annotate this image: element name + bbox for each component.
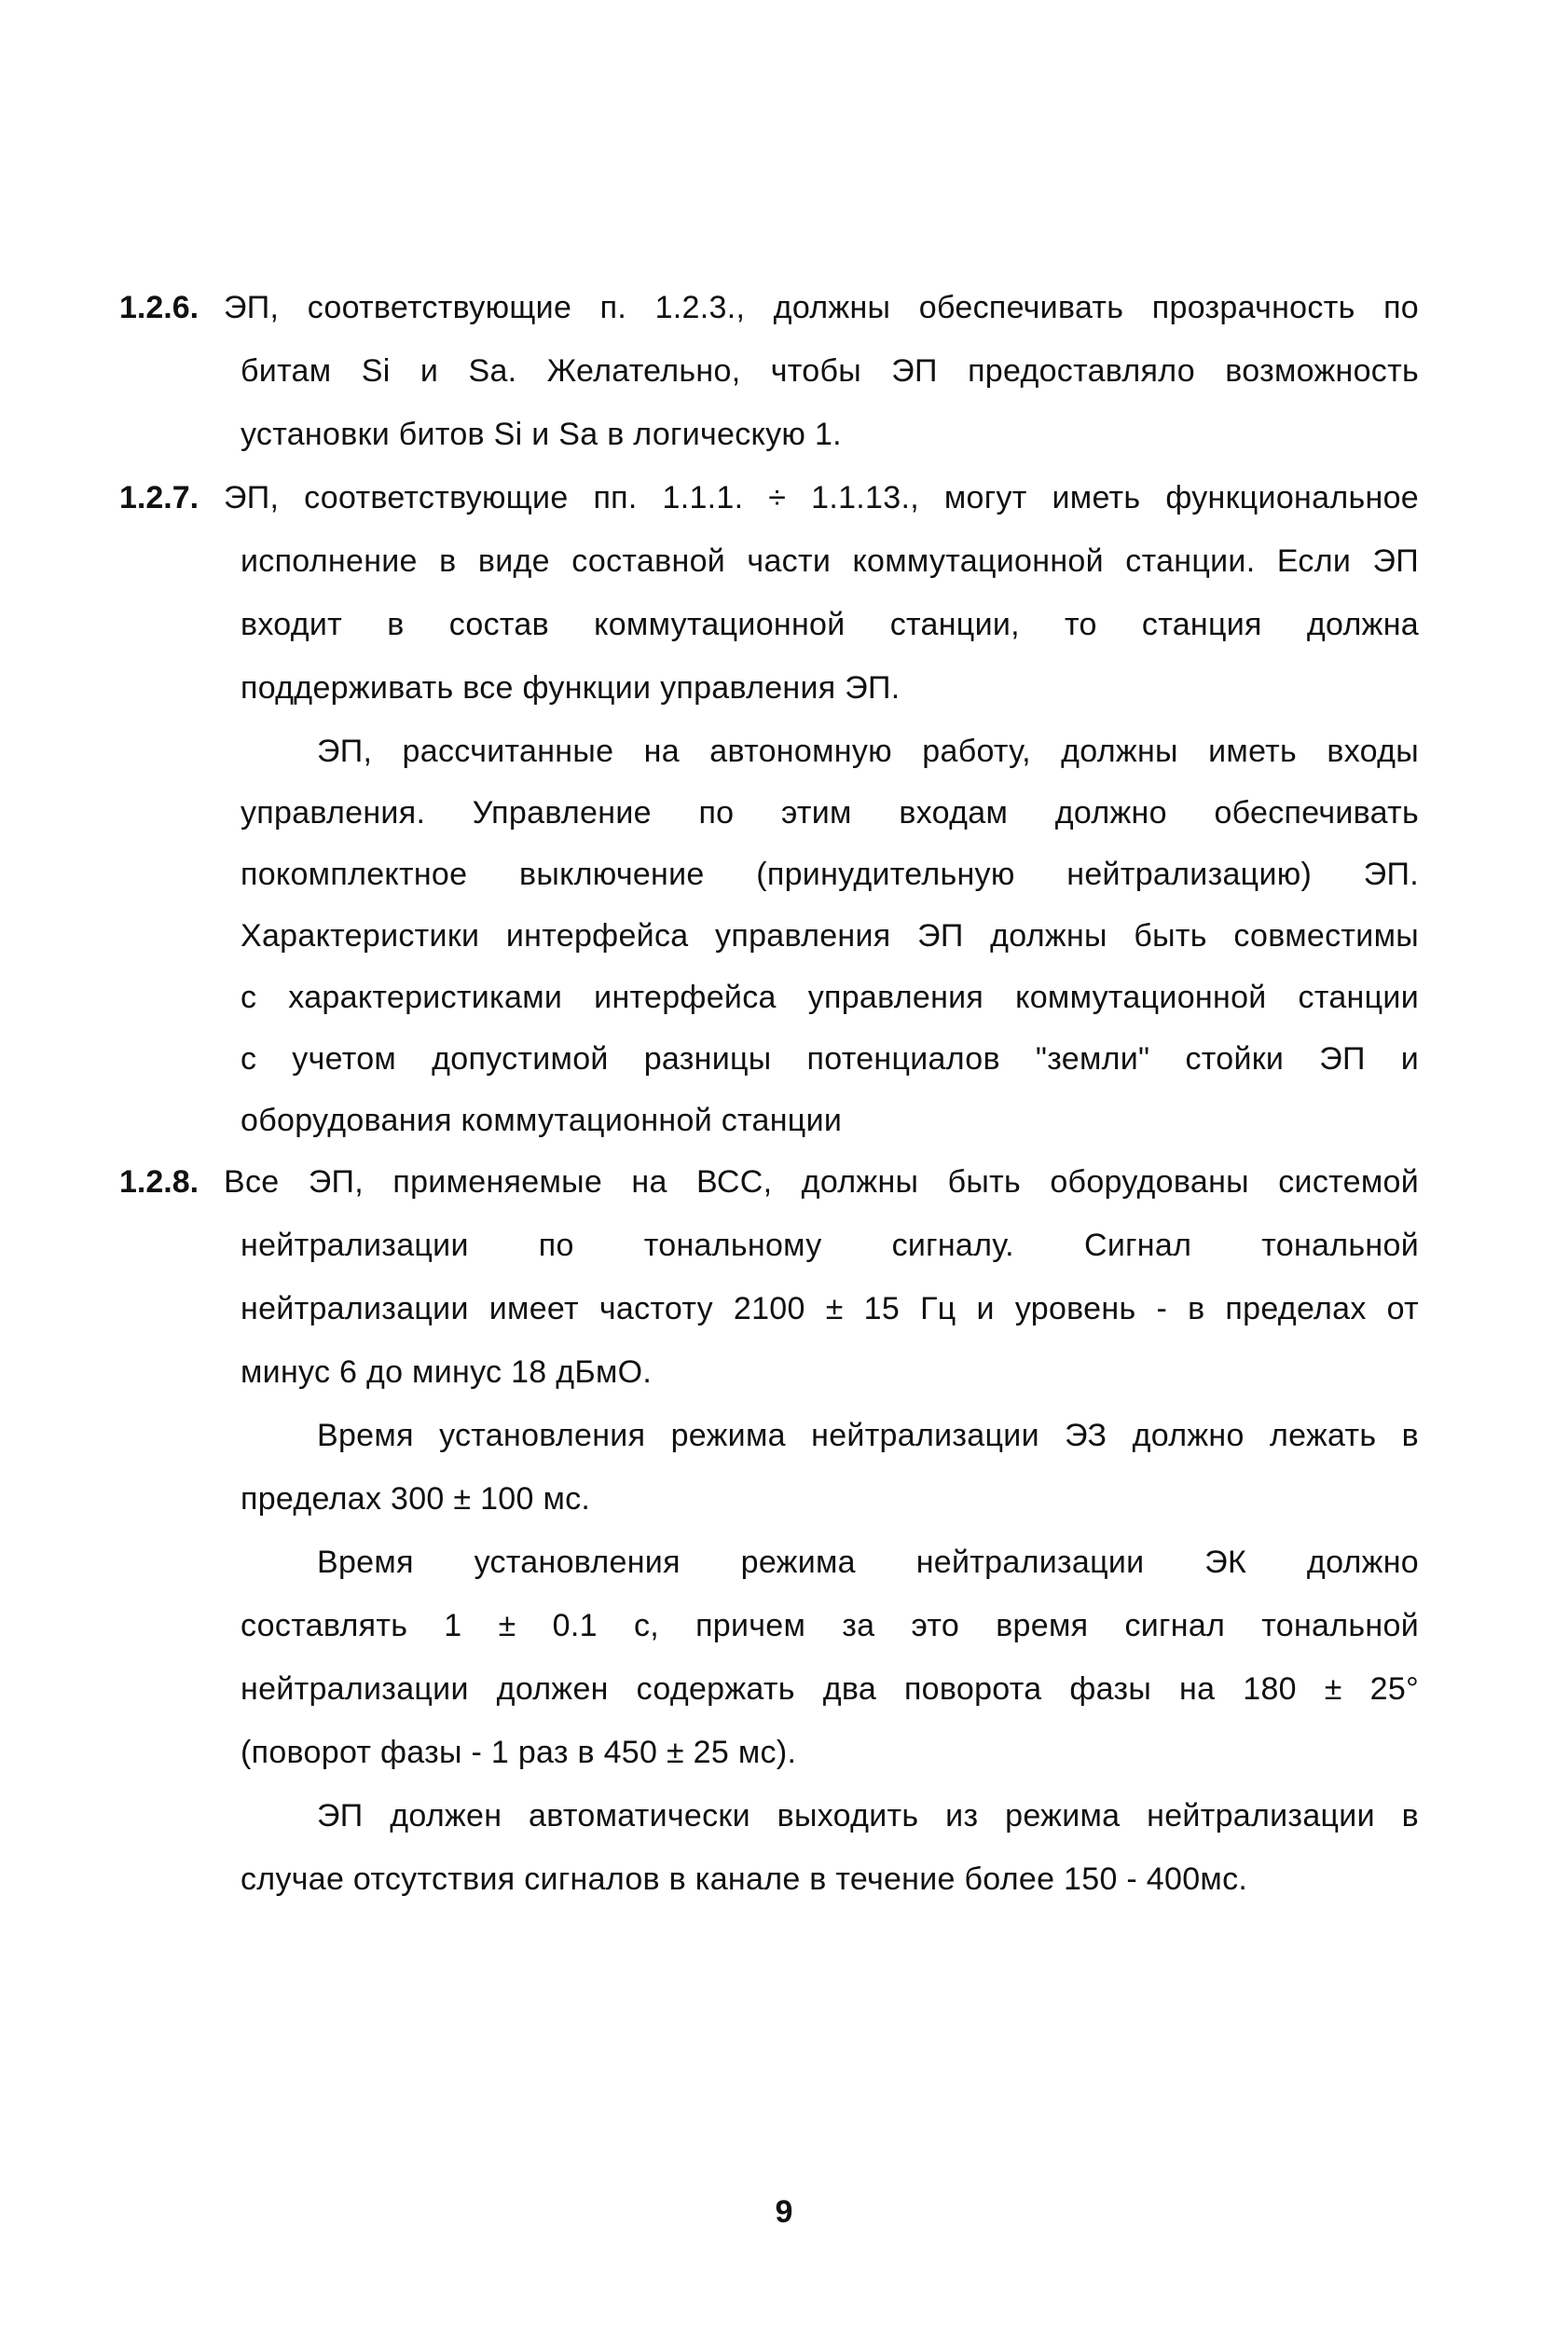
section-number-1-2-8: 1.2.8. (119, 1164, 199, 1200)
section-1-2-8-p3-line-1: Время установления режима нейтрализации ЭК должно (317, 1545, 1419, 1580)
section-1-2-8-p4-line-2: случае отсутствия сигналов в канале в течение более 150 - 400мс. (241, 1861, 1248, 1897)
section-1-2-6-line-2: битам Si и Sa. Желательно, чтобы ЭП предоставляло возможность (241, 353, 1419, 389)
section-1-2-7-line-2: исполнение в виде составной части коммутационной станции. Если ЭП (241, 543, 1419, 579)
section-1-2-7-p2-line-2: управления. Управление по этим входам должно обеспечивать (241, 795, 1419, 831)
section-number-1-2-7: 1.2.7. (119, 480, 199, 515)
section-1-2-8-line-1: Все ЭП, применяемые на ВСС, должны быть оборудованы системой (224, 1164, 1419, 1200)
section-1-2-8-line-4: минус 6 до минус 18 дБмО. (241, 1354, 653, 1390)
section-1-2-8-p2-line-1: Время установления режима нейтрализации ЭЗ должно лежать в (317, 1418, 1419, 1453)
section-1-2-6-line-3: установки битов Si и Sa в логическую 1. (241, 417, 842, 452)
section-number-1-2-6: 1.2.6. (119, 290, 199, 325)
section-1-2-7-p2-line-6: с учетом допустимой разницы потенциалов "земли" стойки ЭП и (241, 1041, 1419, 1077)
section-1-2-8-line-3: нейтрализации имеет частоту 2100 ± 15 Гц и уровень - в пределах от (241, 1291, 1419, 1326)
section-1-2-8-line-2: нейтрализации по тональному сигналу. Сигнал тональной (241, 1228, 1419, 1263)
section-1-2-7-line-1: ЭП, соответствующие пп. 1.1.1. ÷ 1.1.13., могут иметь функциональное (224, 480, 1419, 515)
section-1-2-7-p2-line-3: покомплектное выключение (принудительную нейтрализацию) ЭП. (241, 857, 1419, 892)
section-1-2-6-line-1: ЭП, соответствующие п. 1.2.3., должны обеспечивать прозрачность по (224, 290, 1419, 325)
section-1-2-8-p3-line-4: (поворот фазы - 1 раз в 450 ± 25 мс). (241, 1735, 797, 1770)
section-1-2-7-p2-line-5: с характеристиками интерфейса управления коммутационной станции (241, 980, 1419, 1015)
section-1-2-8-p3-line-2: составлять 1 ± 0.1 с, причем за это время сигнал тональной (241, 1608, 1419, 1643)
section-1-2-8-p2-line-2: пределах 300 ± 100 мс. (241, 1481, 591, 1517)
section-1-2-8-p3-line-3: нейтрализации должен содержать два поворота фазы на 180 ± 25° (241, 1671, 1419, 1707)
section-1-2-7-line-4: поддерживать все функции управления ЭП. (241, 670, 901, 706)
page-number: 9 (775, 2194, 793, 2230)
section-1-2-7-p2-line-7: оборудования коммутационной станции (241, 1103, 843, 1138)
section-1-2-7-p2-line-4: Характеристики интерфейса управления ЭП должны быть совместимы (241, 918, 1419, 954)
section-1-2-7-p2-line-1: ЭП, рассчитанные на автономную работу, должны иметь входы (317, 734, 1419, 769)
section-1-2-7-line-3: входит в состав коммутационной станции, то станция должна (241, 607, 1419, 642)
section-1-2-8-p4-line-1: ЭП должен автоматически выходить из режима нейтрализации в (317, 1798, 1419, 1834)
